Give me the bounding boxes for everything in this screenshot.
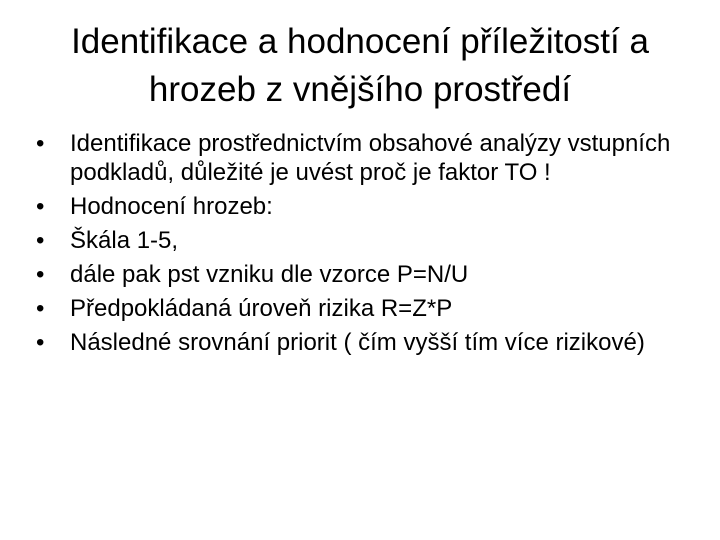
bullet-icon: • <box>36 295 45 322</box>
bullet-text: Následné srovnání priorit ( čím vyšší tím více rizikové) <box>70 329 645 356</box>
bullet-icon: • <box>36 227 45 254</box>
bullet-item <box>36 192 676 221</box>
bullet-text: Identifikace prostřednictvím obsahové analýzy vstupních podkladů, důležité je uvést proč je faktor TO ! <box>70 130 671 186</box>
bullet-icon: • <box>36 130 45 157</box>
bullet-item <box>36 226 676 255</box>
bullet-text: Škála 1-5, <box>70 227 179 254</box>
bullet-icon: • <box>36 261 45 288</box>
bullet-item <box>36 129 676 187</box>
bullet-text: dále pak pst vzniku dle vzorce P=N/U <box>70 261 469 288</box>
bullet-text: Hodnocení hrozeb: <box>70 193 273 220</box>
slide-title-line-2: hrozeb z vnějšího prostředí <box>148 70 572 109</box>
bullet-item <box>36 260 676 289</box>
bullet-item <box>36 328 676 357</box>
slide-title <box>40 18 680 114</box>
bullet-text: Předpokládaná úroveň rizika R=Z*P <box>70 295 453 322</box>
bullet-icon: • <box>36 193 45 220</box>
bullet-item <box>36 294 676 323</box>
slide-title-line-1: Identifikace a hodnocení příležitostí a <box>71 22 649 61</box>
bullet-icon: • <box>36 329 45 356</box>
bullet-list <box>36 129 676 362</box>
